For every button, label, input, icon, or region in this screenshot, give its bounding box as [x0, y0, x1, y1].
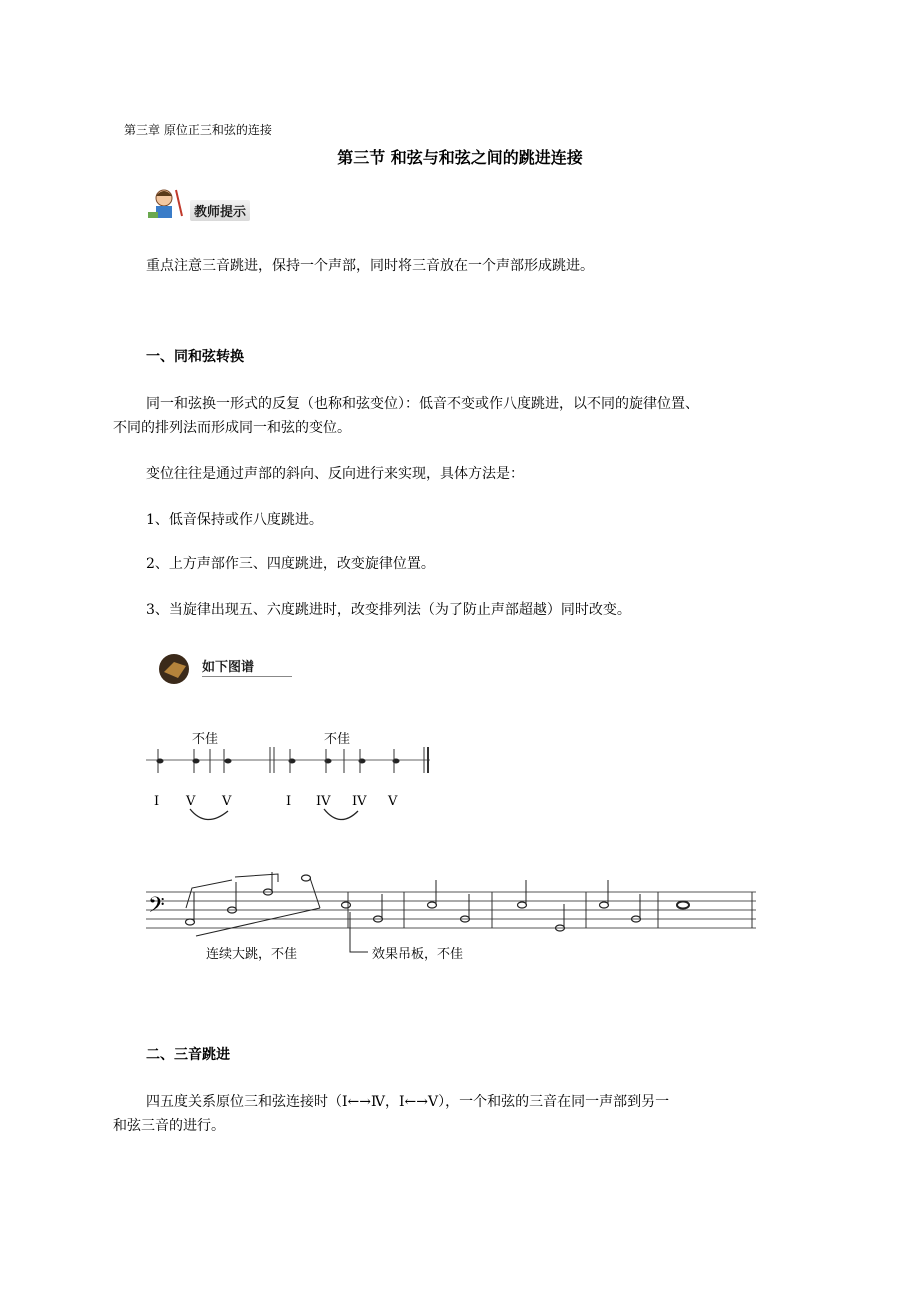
- figure-badge-label: 如下图谱: [202, 660, 255, 675]
- note: [186, 919, 195, 925]
- note: [157, 759, 164, 764]
- teacher-tip-label: 教师提示: [190, 200, 250, 221]
- roman-numeral: I: [154, 794, 160, 809]
- jump-line: [196, 908, 320, 936]
- whole-note: [677, 902, 689, 909]
- figure1-label-left: 不佳: [192, 732, 219, 747]
- chord-figure-1: [140, 725, 440, 830]
- teacher-icon: [146, 186, 186, 222]
- roman-numeral: IV: [316, 794, 331, 809]
- section1-p1-line2: 不同的排列法而形成同一和弦的变位。: [113, 420, 351, 436]
- badge-underline: [202, 676, 292, 677]
- figure-badge: [156, 652, 296, 686]
- roman-numeral: I: [286, 794, 292, 809]
- list-item-2: 2、上方声部作三、四度跳进，改变旋律位置。: [146, 556, 435, 572]
- note: [193, 759, 200, 764]
- note: [225, 759, 232, 764]
- section2-p1-line2: 和弦三音的进行。: [113, 1118, 225, 1134]
- note: [302, 875, 311, 881]
- callout-line: [350, 912, 368, 952]
- roman-numeral: V: [186, 794, 196, 809]
- section1-p1-line1: 同一和弦换一形式的反复（也称和弦变位）：低音不变或作八度跳进，以不同的旋律位置、: [146, 396, 699, 412]
- book-icon: [156, 652, 196, 686]
- list-item-1: 1、低音保持或作八度跳进。: [146, 512, 323, 528]
- roman-numeral: V: [222, 794, 232, 809]
- note-continuous-leap: 连续大跳，不佳: [206, 947, 298, 962]
- bass-staff-figure: [140, 872, 765, 967]
- note: [518, 902, 527, 908]
- teacher-tip-badge: [146, 186, 266, 222]
- bass-clef-icon: 𝄢: [148, 893, 165, 923]
- section-title: 第三节 和弦与和弦之间的跳进连接: [337, 148, 583, 167]
- note-stiff-effect: 效果吊板，不佳: [372, 947, 464, 962]
- note: [342, 902, 351, 908]
- tip-text: 重点注意三音跳进，保持一个声部，同时将三音放在一个声部形成跳进。: [146, 258, 594, 274]
- tie-arc: [324, 809, 358, 820]
- jump-bracket: [186, 880, 232, 908]
- roman-numeral: V: [388, 794, 398, 809]
- roman-numeral: IV: [352, 794, 367, 809]
- section2-p1-line1: 四五度关系原位三和弦连接时（Ⅰ←→Ⅳ，Ⅰ←→Ⅴ），一个和弦的三音在同一声部到另一: [146, 1094, 670, 1110]
- section2-heading: 二、三音跳进: [146, 1047, 230, 1063]
- chapter-header: 第三章 原位正三和弦的连接: [124, 123, 272, 137]
- section1-heading: 一、同和弦转换: [146, 349, 244, 365]
- section1-p2: 变位往往是通过声部的斜向、反向进行来实现，具体方法是：: [146, 466, 524, 482]
- note: [428, 902, 437, 908]
- bass-staff-lines: [146, 892, 756, 928]
- list-item-3: 3、当旋律出现五、六度跳进时，改变排列法（为了防止声部超越）同时改变。: [146, 602, 631, 618]
- tie-arc: [190, 809, 228, 820]
- note: [600, 902, 609, 908]
- figure1-label-right: 不佳: [324, 732, 351, 747]
